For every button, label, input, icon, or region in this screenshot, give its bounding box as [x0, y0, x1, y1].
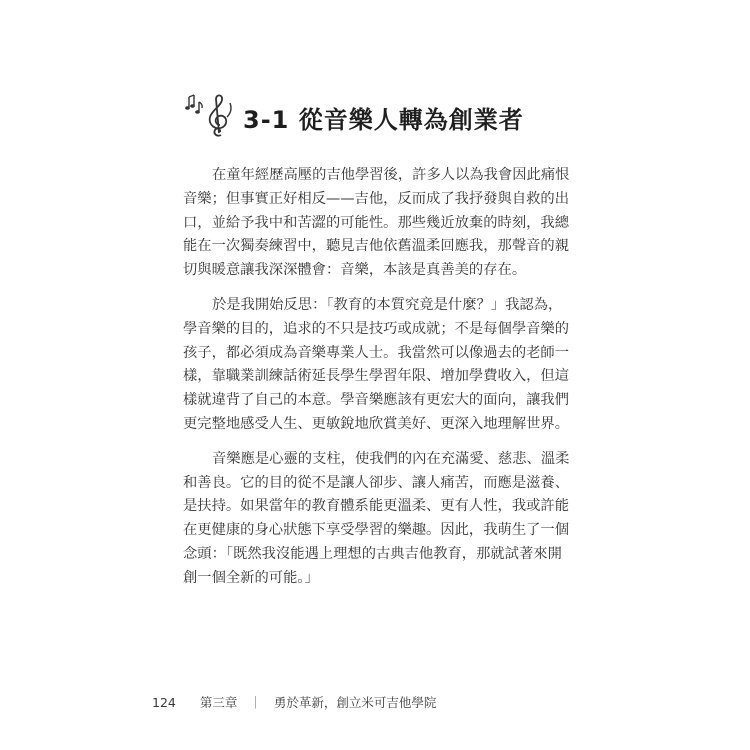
chapter-title: 3-1 從音樂人轉為創業者 [243, 105, 524, 134]
text-line: 是扶持。如果當年的教育體系能更溫柔、更有人性，我或許能 [183, 498, 570, 515]
page-footer [152, 693, 436, 711]
text-line: 於是我開始反思：「教育的本質究竟是什麼？」我認為， [212, 296, 563, 313]
text-line: 更完整地感受人生、更敏銳地欣賞美好、更深入地理解世界。 [183, 415, 570, 432]
text-line: 樣就違背了自己的本意。學音樂應該有更宏大的面向，讓我們 [183, 392, 570, 409]
chapter-header [183, 92, 524, 142]
text-line: 口，並給予我中和苦澀的可能性。那些幾近放棄的時刻，我總 [183, 214, 570, 231]
footer-separator: ｜ [249, 695, 262, 710]
footer-chapter-title: 勇於革新，創立米可吉他學院 [273, 695, 437, 710]
paragraph-2 [183, 294, 573, 437]
text-line: 音樂；但事實正好相反——吉他，反而成了我抒發與自救的出 [183, 190, 570, 207]
body-text [183, 164, 573, 602]
footer-chapter: 第三章 [199, 695, 238, 710]
page-number: 124 [152, 694, 176, 710]
text-line: 學音樂的目的，追求的不只是技巧或成就；不是每個學音樂的 [183, 320, 570, 337]
text-line: 孩子，都必須成為音樂專業人士。我當然可以像過去的老師一 [183, 344, 570, 361]
text-line: 音樂應是心靈的支柱，使我們的內在充滿愛、慈悲、溫柔 [212, 450, 570, 467]
text-line: 和善良。它的目的從不是讓人卻步、讓人痛苦，而應是滋養、 [183, 474, 570, 491]
text-line: 能在一次獨奏練習中，聽見吉他依舊溫柔回應我，那聲音的親 [183, 238, 570, 255]
text-line: 切與暖意讓我深深體會：音樂，本該是真善美的存在。 [183, 262, 527, 279]
text-line: 樣，靠職業訓練話術延長學生學習年限、增加學費收入，但這 [183, 368, 570, 385]
text-line: 在童年經歷高壓的吉他學習後，許多人以為我會因此痛恨 [212, 167, 570, 183]
music-notes-treble-clef-icon [183, 93, 239, 141]
text-line: 念頭：「既然我沒能遇上理想的古典吉他教育，那就試著來開 [183, 545, 562, 562]
text-line: 創一個全新的可能。」 [183, 569, 319, 586]
paragraph-3 [183, 448, 573, 591]
text-line: 在更健康的身心狀態下享受學習的樂趣。因此，我萌生了一個 [183, 522, 570, 539]
paragraph-1 [183, 164, 573, 283]
